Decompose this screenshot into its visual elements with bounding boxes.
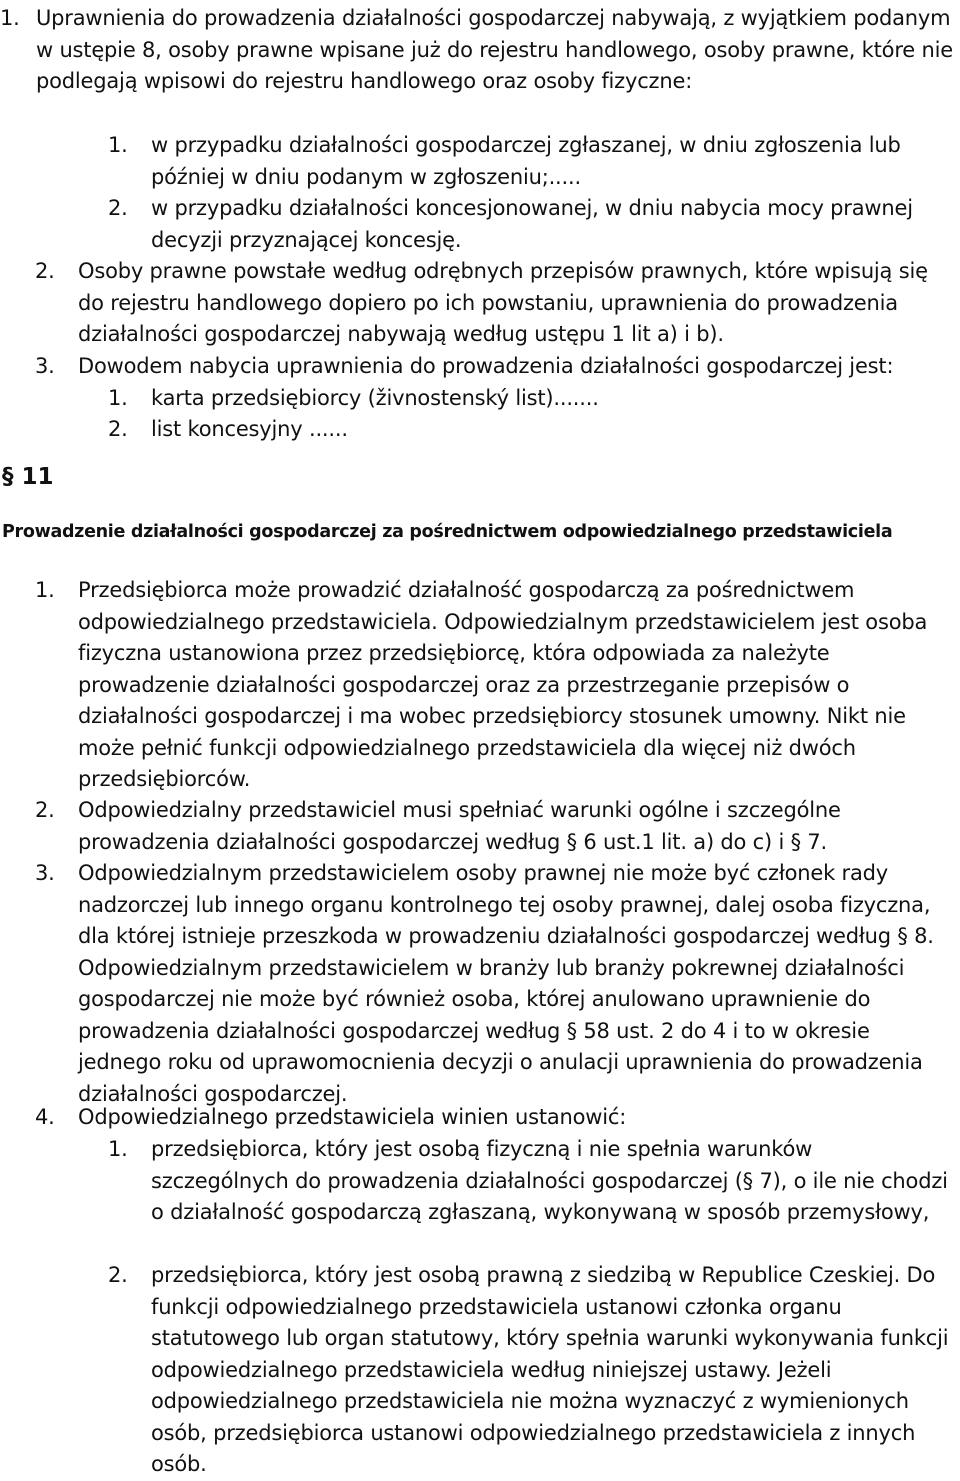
- section-paragraph-4: [35, 1102, 956, 1134]
- paragraph-number: 2.: [35, 798, 55, 822]
- section-paragraph-2: [35, 795, 956, 858]
- subparagraph-number: 1.: [108, 1137, 128, 1161]
- subparagraph-number: 2.: [108, 1263, 128, 1287]
- section-mark: § 11: [2, 464, 54, 490]
- subparagraph-3-2: [108, 414, 956, 446]
- subparagraph-text: przedsiębiorca, który jest osobą fizyczną i nie spełnia warunków szczególnych do prowadzenia działalności gospodarczej (§ 7), o ile nie chodzi o działalność gospodarczą zgłaszaną, wykonywaną w sposób przemysłowy,: [151, 1137, 948, 1224]
- paragraph-number: 1.: [35, 578, 55, 602]
- paragraph-3: [35, 351, 956, 383]
- paragraph-number: 4.: [35, 1105, 55, 1129]
- paragraph-1: [0, 3, 956, 98]
- subparagraph-text: w przypadku działalności koncesjonowanej, w dniu nabycia mocy prawnej decyzji przyznającej koncesję.: [151, 196, 913, 252]
- subparagraph-text: list koncesyjny ......: [151, 417, 348, 441]
- subparagraph-number: 2.: [108, 417, 128, 441]
- section-subparagraph-4-1: [108, 1134, 956, 1229]
- section-title: Prowadzenie działalności gospodarczej za pośrednictwem odpowiedzialnego przedstawiciela: [2, 522, 893, 542]
- section-paragraph-1: [35, 575, 956, 796]
- paragraph-text: Przedsiębiorca może prowadzić działalność gospodarczą za pośrednictwem odpowiedzialnego przedstawiciela. Odpowiedzialnym przedstawicielem jest osoba fizyczna ustanowiona przez przedsiębiorcę, która odpowiada za należyte prowadzenie działalności gospodarczej oraz za przestrzeganie przepisów o działalności gospodarczej i ma wobec przedsiębiorcy stosunek umowny. Nikt nie może pełnić funkcji odpowiedzialnego przedstawiciela dla więcej niż dwóch przedsiębiorców.: [78, 578, 928, 791]
- paragraph-text: Odpowiedzialnego przedstawiciela winien ustanowić:: [78, 1105, 627, 1129]
- subparagraph-text: w przypadku działalności gospodarczej zgłaszanej, w dniu zgłoszenia lub później w dniu podanym w zgłoszeniu;.....: [151, 133, 901, 189]
- subparagraph-number: 1.: [108, 133, 128, 157]
- paragraph-text: Uprawnienia do prowadzenia działalności gospodarczej nabywają, z wyjątkiem podanym w ustępie 8, osoby prawne wpisane już do rejestru handlowego, osoby prawne, które nie podlegają wpisowi do rejestru handlowego oraz osoby fizyczne:: [36, 6, 953, 93]
- paragraph-2: [35, 256, 956, 351]
- subparagraph-1-2: [108, 193, 956, 256]
- subparagraph-3-1: [108, 383, 956, 415]
- paragraph-number: 2.: [35, 259, 55, 283]
- section-paragraph-3: [35, 858, 956, 1110]
- paragraph-number: 1.: [0, 6, 20, 30]
- paragraph-text: Odpowiedzialny przedstawiciel musi spełniać warunki ogólne i szczególne prowadzenia działalności gospodarczej według § 6 ust.1 lit. a) do c) i § 7.: [78, 798, 841, 854]
- subparagraph-number: 2.: [108, 196, 128, 220]
- section-subparagraph-4-2: [108, 1260, 956, 1481]
- paragraph-number: 3.: [35, 354, 55, 378]
- subparagraph-text: przedsiębiorca, który jest osobą prawną z siedzibą w Republice Czeskiej. Do funkcji odpowiedzialnego przedstawiciela ustanowi członka organu statutowego lub organ statutowy, który spełnia warunki wykonywania funkcji odpowiedzialnego przedstawiciela według niniejszej ustawy. Jeżeli odpowiedzialnego przedstawiciela nie można wyznaczyć z wymienionych osób, przedsiębiorca ustanowi odpowiedzialnego przedstawiciela z innych osób.: [151, 1263, 949, 1476]
- subparagraph-text: karta przedsiębiorcy (živnostenský list).......: [151, 386, 599, 410]
- paragraph-text: Odpowiedzialnym przedstawicielem osoby prawnej nie może być członek rady nadzorczej lub innego organu kontrolnego tej osoby prawnej, dalej osoba fizyczna, dla której istnieje przeszkoda w prowadzeniu działalności gospodarczej według § 8. Odpowiedzialnym przedstawicielem w branży lub branży pokrewnej działalności gospodarczej nie może być również osoba, której anulowano uprawnienie do prowadzenia działalności gospodarczej według § 58 ust. 2 do 4 i to w okresie jednego roku od uprawomocnienia decyzji o anulacji uprawnienia do prowadzenia działalności gospodarczej.: [78, 861, 934, 1106]
- paragraph-number: 3.: [35, 861, 55, 885]
- subparagraph-1-1: [108, 130, 956, 193]
- paragraph-text: Osoby prawne powstałe według odrębnych przepisów prawnych, które wpisują się do rejestru handlowego dopiero po ich powstaniu, uprawnienia do prowadzenia działalności gospodarczej nabywają według ustępu 1 lit a) i b).: [78, 259, 928, 346]
- subparagraph-number: 1.: [108, 386, 128, 410]
- paragraph-text: Dowodem nabycia uprawnienia do prowadzenia działalności gospodarczej jest:: [78, 354, 894, 378]
